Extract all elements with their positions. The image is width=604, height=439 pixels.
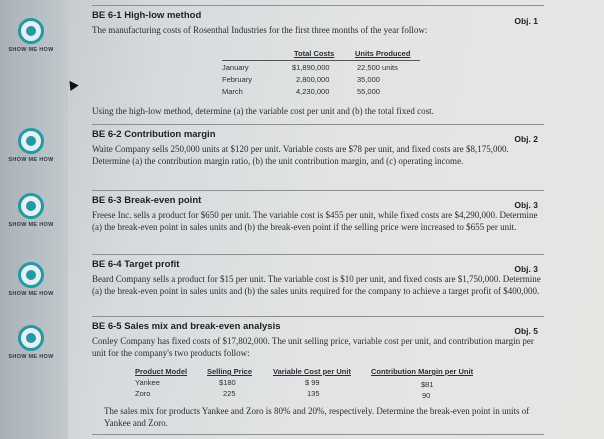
exercise-title: BE 6-2 Contribution margin: [92, 129, 216, 140]
exercise-footer: The sales mix for products Yankee and Zoro is 80% and 20%, respectively. Determine the break-even point in units of Yankee and Zoro.: [104, 406, 530, 428]
table-cell: 55,000: [357, 87, 380, 96]
product-table: [135, 367, 495, 403]
table-cell: 2,800,000: [296, 75, 330, 84]
table-cell: 135: [307, 389, 320, 398]
exercise-be6-3: [92, 195, 544, 233]
exercise-be6-2: [92, 129, 544, 167]
objective-label: Obj. 5: [514, 326, 538, 336]
exercise-text: The manufacturing costs of Rosenthal Industries for the first three months of the year follow:: [92, 25, 428, 35]
exercise-text: Conley Company has fixed costs of $17,802,000. The unit selling price, variable cost per unit, and contribution margin per unit for the company's two products follow:: [92, 336, 534, 358]
objective-label: Obj. 1: [514, 16, 538, 26]
column-header: Product Model: [135, 367, 188, 376]
exercise-be6-5: [92, 321, 544, 359]
exercise-text: Waite Company sells 250,000 units at $120 per unit. Variable costs are $78 per unit, and fixed costs are $8,175,000. Determine (a) the contribution margin ratio, (b) the unit contribution margin, and (c) operating income.: [92, 144, 509, 166]
show-me-how-label: SHOW ME HOW: [8, 157, 54, 163]
exercise-be6-1: [92, 10, 544, 37]
divider: [92, 124, 544, 125]
objective-label: Obj. 2: [514, 134, 538, 144]
table-cell: $81: [421, 380, 434, 389]
table-cell: March: [222, 87, 243, 96]
show-me-how-icon: [18, 193, 44, 219]
divider: [92, 5, 544, 6]
exercise-title: BE 6-4 Target profit: [92, 259, 180, 270]
show-me-how-icon: [18, 262, 44, 288]
divider: [92, 316, 544, 317]
exercise-question: Using the high-low method, determine (a) the variable cost per unit and (b) the total fixed cost.: [92, 106, 434, 116]
show-me-how-label: SHOW ME HOW: [8, 291, 54, 297]
exercise-title: BE 6-1 High-low method: [92, 10, 202, 21]
show-me-how-label: SHOW ME HOW: [8, 222, 54, 228]
show-me-how-label: SHOW ME HOW: [8, 47, 54, 53]
show-me-how-button-4[interactable]: [0, 262, 62, 297]
table-cell: $ 99: [305, 378, 320, 387]
divider: [92, 190, 544, 191]
exercise-be6-4: [92, 259, 544, 297]
table-cell: Zoro: [135, 389, 151, 398]
show-me-how-button-2[interactable]: [0, 128, 62, 163]
table-cell: February: [222, 75, 253, 84]
divider: [92, 434, 544, 435]
exercise-title: BE 6-5 Sales mix and break-even analysis: [92, 321, 281, 332]
column-header: Variable Cost per Unit: [273, 367, 351, 376]
column-header: Contribution Margin per Unit: [371, 367, 474, 376]
exercise-title: BE 6-3 Break-even point: [92, 195, 202, 206]
show-me-how-icon: [18, 18, 44, 44]
table-cell: $180: [219, 378, 236, 387]
column-header: Total Costs: [294, 49, 335, 58]
table-cell: 90: [422, 391, 431, 400]
show-me-how-icon: [18, 325, 44, 351]
column-header: Selling Price: [207, 367, 253, 376]
table-cell: 4,230,000: [296, 87, 330, 96]
table-cell: 225: [223, 389, 236, 398]
exercise-text: Freese Inc. sells a product for $650 per unit. The variable cost is $455 per unit, while fixed costs are $4,290,000. Determine (a) the break-even point in sales units and (b) the break-even point if the selling price were increased to $655 per unit.: [92, 210, 538, 232]
divider: [92, 254, 544, 255]
cost-table: [222, 49, 422, 104]
column-header: Units Produced: [355, 49, 411, 58]
table-cell: $1,890,000: [292, 63, 330, 72]
objective-label: Obj. 3: [514, 200, 538, 210]
table-cell: 22,500 units: [357, 63, 398, 72]
table-cell: January: [222, 63, 249, 72]
show-me-how-button-3[interactable]: [0, 193, 62, 228]
show-me-how-button-1[interactable]: [0, 18, 62, 53]
show-me-how-button-5[interactable]: [0, 325, 62, 360]
exercise-text: Beard Company sells a product for $15 per unit. The variable cost is $10 per unit, and fixed costs are $1,750,000. Determine (a) the break-even point in sales units and (b) the sales units required for the company to achieve a target profit of $400,000.: [92, 274, 541, 296]
table-cell: Yankee: [135, 378, 160, 387]
table-cell: 35,000: [357, 75, 380, 84]
objective-label: Obj. 3: [514, 264, 538, 274]
table-rule: [222, 60, 420, 61]
show-me-how-label: SHOW ME HOW: [8, 354, 54, 360]
show-me-how-icon: [18, 128, 44, 154]
